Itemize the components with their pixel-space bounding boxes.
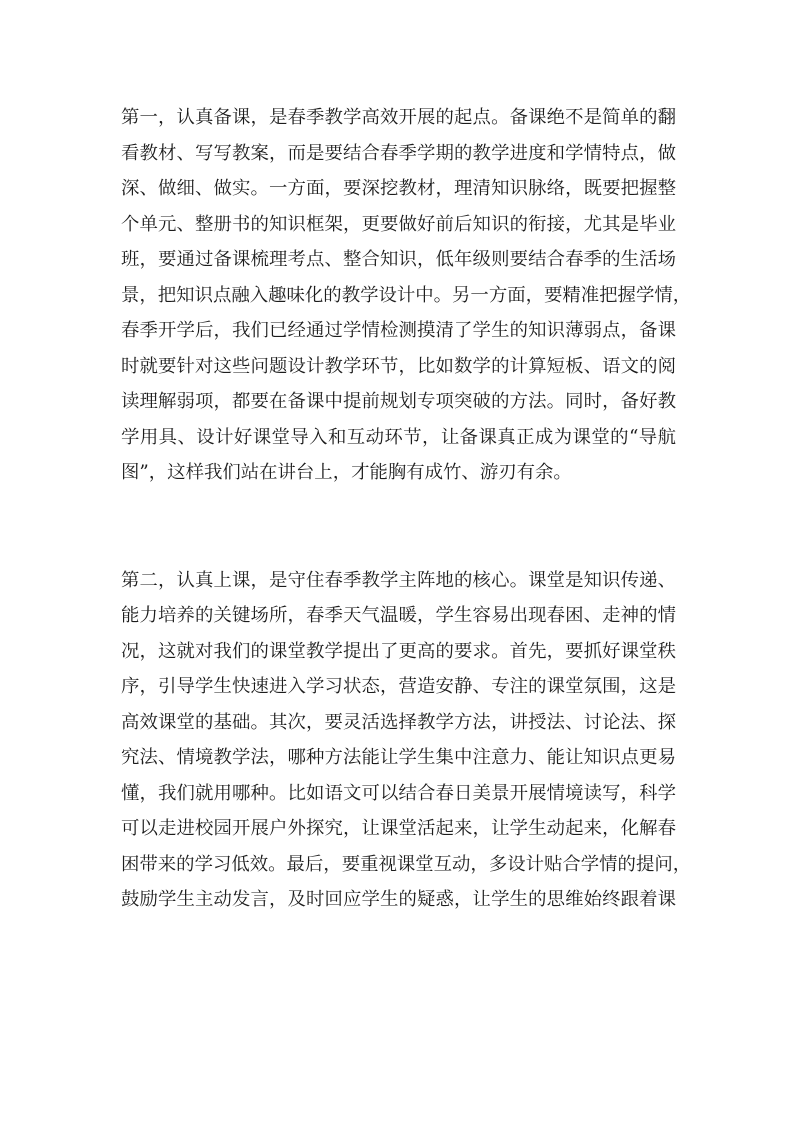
- text-line: 班，要通过备课梳理考点、整合知识，低年级则要结合春季的生活场: [121, 249, 676, 270]
- text-line: 能力培养的关键场所，春季天气温暖，学生容易出现春困、走神的情: [121, 605, 676, 626]
- text-line: 序，引导学生快速进入学习状态，营造安静、专注的课堂氛围，这是: [121, 676, 676, 697]
- text-line: 深、做细、做实。一方面，要深挖教材，理清知识脉络，既要把握整: [121, 178, 676, 199]
- text-line: 学用具、设计好课堂导入和互动环节，让备课真正成为课堂的“导航: [121, 426, 676, 448]
- text-line: 懂，我们就用哪种。比如语文可以结合春日美景开展情境读写，科学: [121, 782, 676, 804]
- text-line: 鼓励学生主动发言，及时回应学生的疑惑，让学生的思维始终跟着课: [121, 889, 676, 910]
- text-line: 图”，这样我们站在讲台上，才能胸有成竹、游刃有余。: [121, 462, 572, 483]
- text-line: 景，把知识点融入趣味化的教学设计中。另一方面，要精准把握学情，: [121, 284, 692, 306]
- paragraph-spacer: [121, 491, 676, 563]
- text-line: 究法、情境教学法，哪种方法能让学生集中注意力、能让知识点更易: [121, 747, 676, 768]
- paragraph-lesson-preparation: [121, 100, 692, 491]
- text-line: 可以走进校园开展户外探究，让课堂活起来，让学生动起来，化解春: [121, 818, 676, 839]
- text-line: 时就要针对这些问题设计教学环节，比如数学的计算短板、语文的阅: [121, 355, 676, 377]
- document-body: [121, 100, 692, 918]
- text-line: 个单元、整册书的知识框架，更要做好前后知识的衔接，尤其是毕业: [121, 213, 676, 235]
- text-line: 春季开学后，我们已经通过学情检测摸清了学生的知识薄弱点，备课: [121, 320, 676, 341]
- text-line: 读理解弱项，都要在备课中提前规划专项突破的方法。同时，备好教: [121, 391, 676, 412]
- text-line: 况，这就对我们的课堂教学提出了更高的要求。首先，要抓好课堂秩: [121, 640, 676, 662]
- text-line: 困带来的学习低效。最后，要重视课堂互动，多设计贴合学情的提问，: [121, 853, 692, 875]
- text-line: 看教材、写写教案，而是要结合春季学期的教学进度和学情特点，做: [121, 142, 676, 164]
- text-line: 高效课堂的基础。其次，要灵活选择教学方法，讲授法、讨论法、探: [121, 711, 676, 733]
- paragraph-lesson-teaching: [121, 563, 692, 918]
- text-line: 第二，认真上课，是守住春季教学主阵地的核心。课堂是知识传递、: [121, 569, 676, 591]
- text-line: 第一，认真备课，是春季教学高效开展的起点。备课绝不是简单的翻: [121, 107, 676, 128]
